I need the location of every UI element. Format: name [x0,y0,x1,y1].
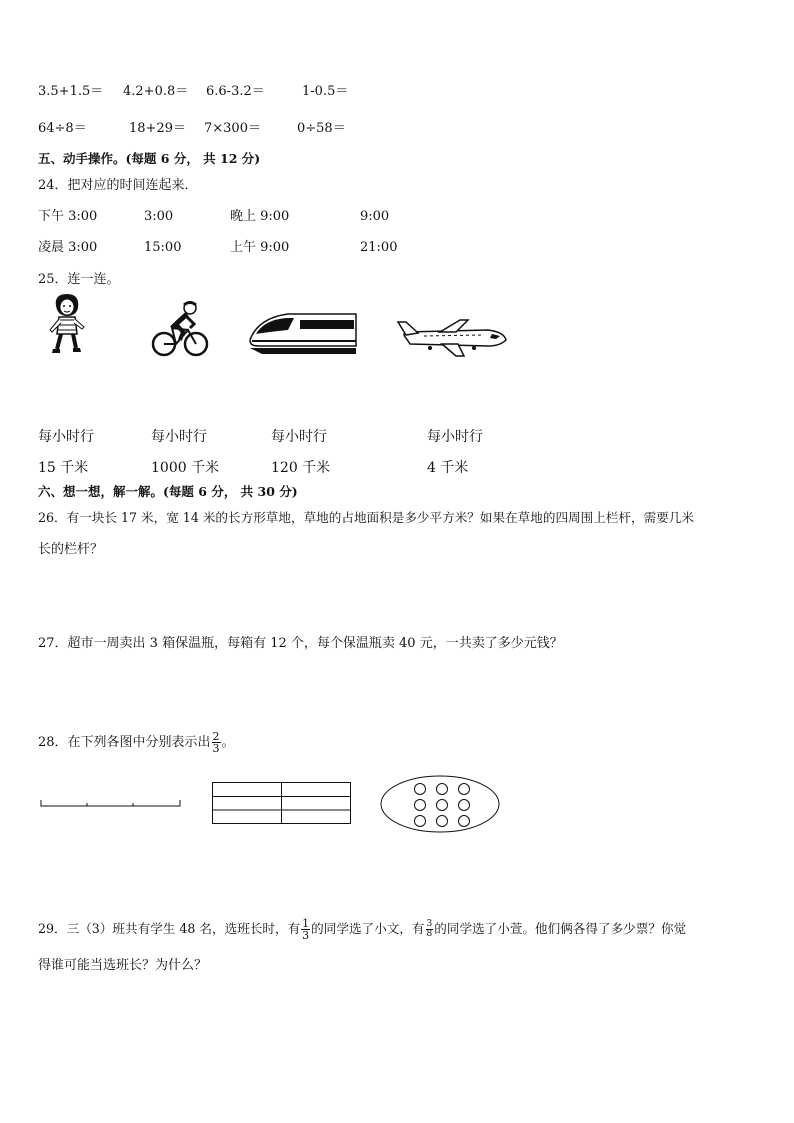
bullet-train-icon [248,310,360,358]
fraction-denominator: 3 [212,742,220,755]
fraction-numerator: 1 [302,917,310,930]
fraction-denominator: 8 [426,929,433,939]
time-item: 3:00 [144,209,174,224]
speed-label: 每小时行 [38,429,94,445]
question-text: 长的栏杆？ [38,542,104,557]
fraction-numerator: 2 [212,730,220,743]
cyclist-icon [150,300,210,360]
time-item: 晚上 9:00 [230,209,290,224]
speed-value: 1000 千米 [151,460,220,476]
question-prefix: 28．在下列各图中分别表示出 [38,735,211,750]
arith-item: 18+29＝ [129,121,186,136]
question-text: 27．超市一周卖出 3 箱保温瓶，每箱有 12 个，每个保温瓶卖 40 元，一共卖了多少元钱？ [38,636,563,651]
fraction-denominator: 3 [302,929,310,942]
arith-item: 4.2+0.8＝ [123,84,189,99]
question-part: 的同学选了小文，有 [311,921,425,936]
question-suffix: 。 [221,735,235,750]
speed-value: 120 千米 [271,460,331,476]
question-part: 的同学选了小萱。他们俩各得了多少票？你觉 [434,921,687,936]
question-title: 25．连一连。 [38,272,120,287]
section-heading: 五、动手操作。(每题 6 分， 共 12 分) [38,151,261,166]
arith-item: 1-0.5＝ [302,84,349,99]
question-text: 26．有一块长 17 米，宽 14 米的长方形草地，草地的占地面积是多少平方米？如果在草地的四周围上栏杆，需要几米 [38,510,694,525]
speed-value: 4 千米 [427,460,469,476]
time-item: 下午 3:00 [38,209,98,224]
arith-item: 64÷8＝ [38,121,87,136]
arith-item: 0÷58＝ [297,121,346,136]
girl-walking-icon [46,292,88,356]
arith-item: 7×300＝ [204,121,261,136]
fraction [426,920,434,939]
speed-label: 每小时行 [151,429,207,445]
segment-figure [40,798,182,808]
fraction-numerator: 3 [426,919,433,929]
time-item: 凌晨 3:00 [38,240,98,255]
fraction [212,731,221,754]
arith-item: 3.5+1.5＝ [38,84,104,99]
time-item: 21:00 [360,240,398,255]
question-part: 29．三（3）班共有学生 48 名，选班长时，有 [38,921,301,936]
speed-value: 15 千米 [38,460,89,476]
time-item: 上午 9:00 [230,240,290,255]
time-item: 9:00 [360,209,390,224]
speed-label: 每小时行 [427,429,483,445]
arith-item: 6.6-3.2＝ [206,84,265,99]
airplane-icon [396,318,508,358]
section-heading: 六、想一想，解一解。(每题 6 分， 共 30 分) [38,484,298,499]
question-text: 得谁可能当选班长？为什么？ [38,958,208,973]
speed-label: 每小时行 [271,429,327,445]
time-item: 15:00 [144,240,182,255]
circles-figure [380,775,502,835]
question-text [38,912,686,946]
question-text [38,726,235,760]
fraction [301,918,310,941]
rectangle-figure [212,782,352,826]
question-title: 24．把对应的时间连起来． [38,178,198,193]
